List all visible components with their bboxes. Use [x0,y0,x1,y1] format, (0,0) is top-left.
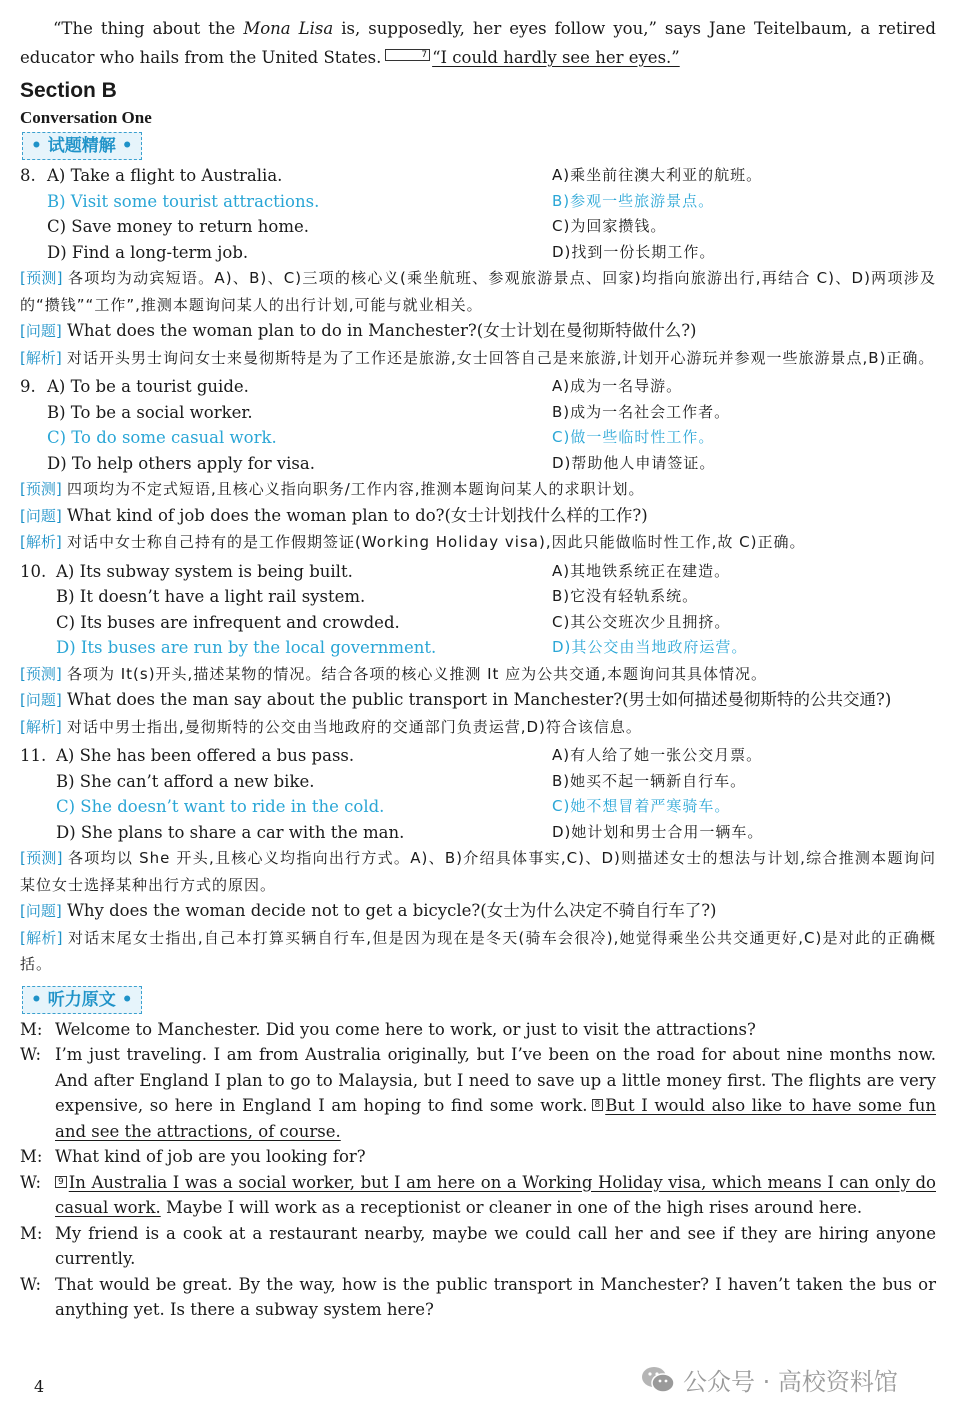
intro-text-em: Mona Lisa [243,19,334,38]
dialogue-text: That would be great. By the way, how is the public transport in Manchester? I haven’t taken the bus or anything yet. Is there a subway system here? [55,1274,936,1319]
label-ques: [问题] [20,506,62,525]
q8-option-b [20,189,936,215]
q9-d-en: D) To help others apply for visa. [47,453,315,473]
dialogue-text-plain: Maybe I will work as a receptionist or cleaner in one of the high rises around here. [160,1198,863,1217]
q8-d-en: D) Find a long-term job. [47,242,249,262]
q9-option-d [20,451,936,477]
label-pred: [预测] [20,269,63,287]
q11-option-b [20,769,936,795]
q8-expl-text: 对话开头男士询问女士来曼彻斯特是为了工作还是旅游,女士回答自己是来旅游,计划开心游玩并参观一些旅游景点,B)正确。 [66,348,935,367]
q10-option-c [20,610,936,636]
q10-expl-text: 对话中男士指出,曼彻斯特的公交由当地政府的交通部门负责运营,D)符合该信息。 [66,717,642,736]
q11-c-en: C) She doesn’t want to ride in the cold. [56,797,385,816]
q9-option-c [20,425,936,451]
q9-question [20,503,936,530]
label-pred: [预测] [20,480,62,498]
dialogue-text [55,1042,936,1144]
q8-question [20,318,936,345]
q9-prediction [20,476,936,503]
label-ques: [问题] [20,691,62,709]
q10-b-cn: B)它没有轻轨系统。 [552,587,699,605]
dialogue-line [20,1042,936,1144]
tag-transcript: • 听力原文 • [22,986,142,1014]
intro-text-a: “The thing about the [53,19,244,38]
speaker-m: M: [20,1019,43,1039]
q10-prediction [20,661,936,688]
q8-a-cn: A)乘坐前往澳大利亚的航班。 [552,166,763,184]
dialogue-text [55,1170,936,1221]
tag-answer-analysis: • 试题精解 • [22,132,142,160]
question-10 [20,559,936,741]
intro-paragraph [20,14,936,72]
q9-explanation [20,529,936,556]
q8-prediction [20,265,936,318]
label-expl: [解析] [20,928,63,947]
q11-expl-text: 对话末尾女士指出,自己本打算买辆自行车,但是因为现在是冬天(骑车会很冷),她觉得乘坐公共交通更好,C)是对此的正确概括。 [20,928,937,973]
marker-9: 9 [55,1176,67,1188]
marker-7: 7 [385,49,430,61]
q8-ques-text: What does the woman plan to do in Manchester?(女士计划在曼彻斯特做什么?) [66,321,697,340]
label-expl: [解析] [20,717,62,736]
q8-c-cn: C)为回家攒钱。 [552,217,667,235]
q10-d-cn: D)其公交由当地政府运营。 [552,638,748,656]
q11-question [20,898,936,925]
label-expl: [解析] [20,533,62,551]
speaker-w: W: [20,1045,42,1064]
q11-a-cn: A)有人给了她一张公交月票。 [552,746,763,764]
label-expl: [解析] [20,348,62,367]
intro-text-b: is, supposedly, her eyes follow you,” says Jane Teitelbaum, a retired educator who hails from the United States. [20,19,936,67]
q9-b-en: B) To be a social worker. [47,402,253,422]
q11-number: 11. [20,746,47,765]
q9-b-cn: B)成为一名社会工作者。 [552,402,731,421]
q11-c-cn: C)她不想冒着严寒骑车。 [552,797,731,815]
intro-underlined: “I could hardly see her eyes.” [432,48,680,67]
q11-option-a [20,743,936,769]
q8-option-a [20,163,936,189]
q10-option-b [20,584,936,610]
q9-ques-text: What kind of job does the woman plan to do?(女士计划找什么样的工作?) [66,505,648,525]
dialogue-line [20,1017,936,1043]
q8-option-d [20,240,936,266]
q10-b-en: B) It doesn’t have a light rail system. [56,587,366,606]
q9-a-en: A) To be a tourist guide. [47,377,249,396]
label-pred: [预测] [20,664,62,683]
q10-c-cn: C)其公交班次少且拥挤。 [552,612,731,631]
q11-b-cn: B)她买不起一辆新自行车。 [552,771,747,790]
q10-option-d [20,635,936,661]
q11-a-en: A) She has been offered a bus pass. [56,746,355,765]
q8-pred-text: 各项均为动宾短语。A)、B)、C)三项的核心义(乘坐航班、参观旅游景点、回家)均指向旅游出行,再结合 C)、D)两项涉及的“攒钱”“工作”,推测本题询问某人的出行计划,可能与就业相关。 [20,269,936,314]
question-11 [20,743,936,978]
q8-option-c [20,214,936,240]
q10-c-en: C) Its buses are infrequent and crowded. [56,612,400,632]
q8-explanation [20,345,936,372]
q9-pred-text: 四项均为不定式短语,且核心义指向职务/工作内容,推测本题询问某人的求职计划。 [66,480,645,498]
dialogue-text: My friend is a cook at a restaurant nearby, maybe we could call her and see if they are hiring anyone currently. [55,1223,936,1268]
transcript [20,1017,936,1323]
q10-ques-text: What does the man say about the public transport in Manchester?(男士如何描述曼彻斯特的公共交通?) [66,690,892,709]
speaker-w: W: [20,1274,42,1294]
q11-d-en: D) She plans to share a car with the man. [56,822,405,842]
speaker-w: W: [20,1172,42,1192]
q10-question [20,687,936,714]
dialogue-text: What kind of job are you looking for? [55,1147,366,1166]
q10-d-en: D) Its buses are run by the local government. [56,638,437,657]
q11-d-cn: D)她计划和男士合用一辆车。 [552,822,764,841]
dialogue-underlined: But I would also like to have some fun and see the attractions, of course. [55,1096,936,1141]
label-ques: [问题] [20,902,62,920]
question-9 [20,374,936,556]
page [20,14,936,1323]
section-heading: Section B [20,79,117,102]
q11-option-d [20,820,936,846]
speaker-m: M: [20,1147,43,1166]
dialogue-text-plain: I’m just traveling. I am from Australia originally, but I’ve been on the road for about nine months now. And after England I plan to go to Malaysia, but I need to save up a little money first. The flights are very expensive, so here in England I am hoping to find some work. [55,1045,936,1115]
dialogue-line [20,1144,936,1170]
q8-b-cn: B)参观一些旅游景点。 [552,191,715,210]
q8-b-en: B) Visit some tourist attractions. [47,191,320,211]
q11-option-c [20,794,936,820]
page-number: 4 [34,1377,45,1396]
wechat-icon [641,1365,675,1395]
q9-number: 9. [20,377,36,396]
watermark [641,1362,898,1397]
speaker-m: M: [20,1223,43,1243]
q8-number: 8. [20,166,36,185]
dialogue-line [20,1170,936,1221]
q10-a-en: A) Its subway system is being built. [56,561,353,581]
q10-option-a [20,559,936,585]
marker-8: 8 [592,1099,604,1111]
q9-option-b [20,400,936,426]
watermark-text: 公众号 · 高校资料馆 [683,1368,898,1396]
q10-explanation [20,714,936,741]
dialogue-underlined: In Australia I was a social worker, but I am here on a Working Holiday visa, which means I can only do casual work. [55,1172,936,1217]
q9-option-a [20,374,936,400]
label-ques: [问题] [20,322,62,340]
q8-c-en: C) Save money to return home. [47,217,310,236]
q10-number: 10. [20,561,47,581]
q10-a-cn: A)其地铁系统正在建造。 [552,561,731,580]
q10-pred-text: 各项为 It(s)开头,描述某物的情况。结合各项的核心义推测 It 应为公共交通,本题询问其具体情况。 [66,664,767,683]
question-8 [20,163,936,371]
q8-d-cn: D)找到一份长期工作。 [552,242,716,261]
q9-a-cn: A)成为一名导游。 [552,377,683,395]
q11-explanation [20,925,936,978]
q9-c-en: C) To do some casual work. [47,428,277,447]
conversation-heading: Conversation One [20,108,152,127]
q11-b-en: B) She can’t afford a new bike. [56,771,315,791]
dialogue-text: Welcome to Manchester. Did you come here to work, or just to visit the attractions? [55,1019,756,1039]
q11-pred-text: 各项均以 She 开头,且核心义均指向出行方式。A)、B)介绍具体事实,C)、D)则描述女士的想法与计划,综合推测本题询问某位女士选择某种出行方式的原因。 [20,849,936,894]
q9-expl-text: 对话中女士称自己持有的是工作假期签证(Working Holiday visa),因此只能做临时性工作,故 C)正确。 [66,533,806,551]
label-pred: [预测] [20,849,63,867]
q11-ques-text: Why does the woman decide not to get a bicycle?(女士为什么决定不骑自行车了?) [66,901,717,920]
dialogue-line [20,1221,936,1272]
q9-c-cn: C)做一些临时性工作。 [552,428,715,446]
q9-d-cn: D)帮助他人申请签证。 [552,453,716,472]
q11-prediction [20,845,936,898]
q8-a-en: A) Take a flight to Australia. [47,166,283,185]
dialogue-line [20,1272,936,1323]
